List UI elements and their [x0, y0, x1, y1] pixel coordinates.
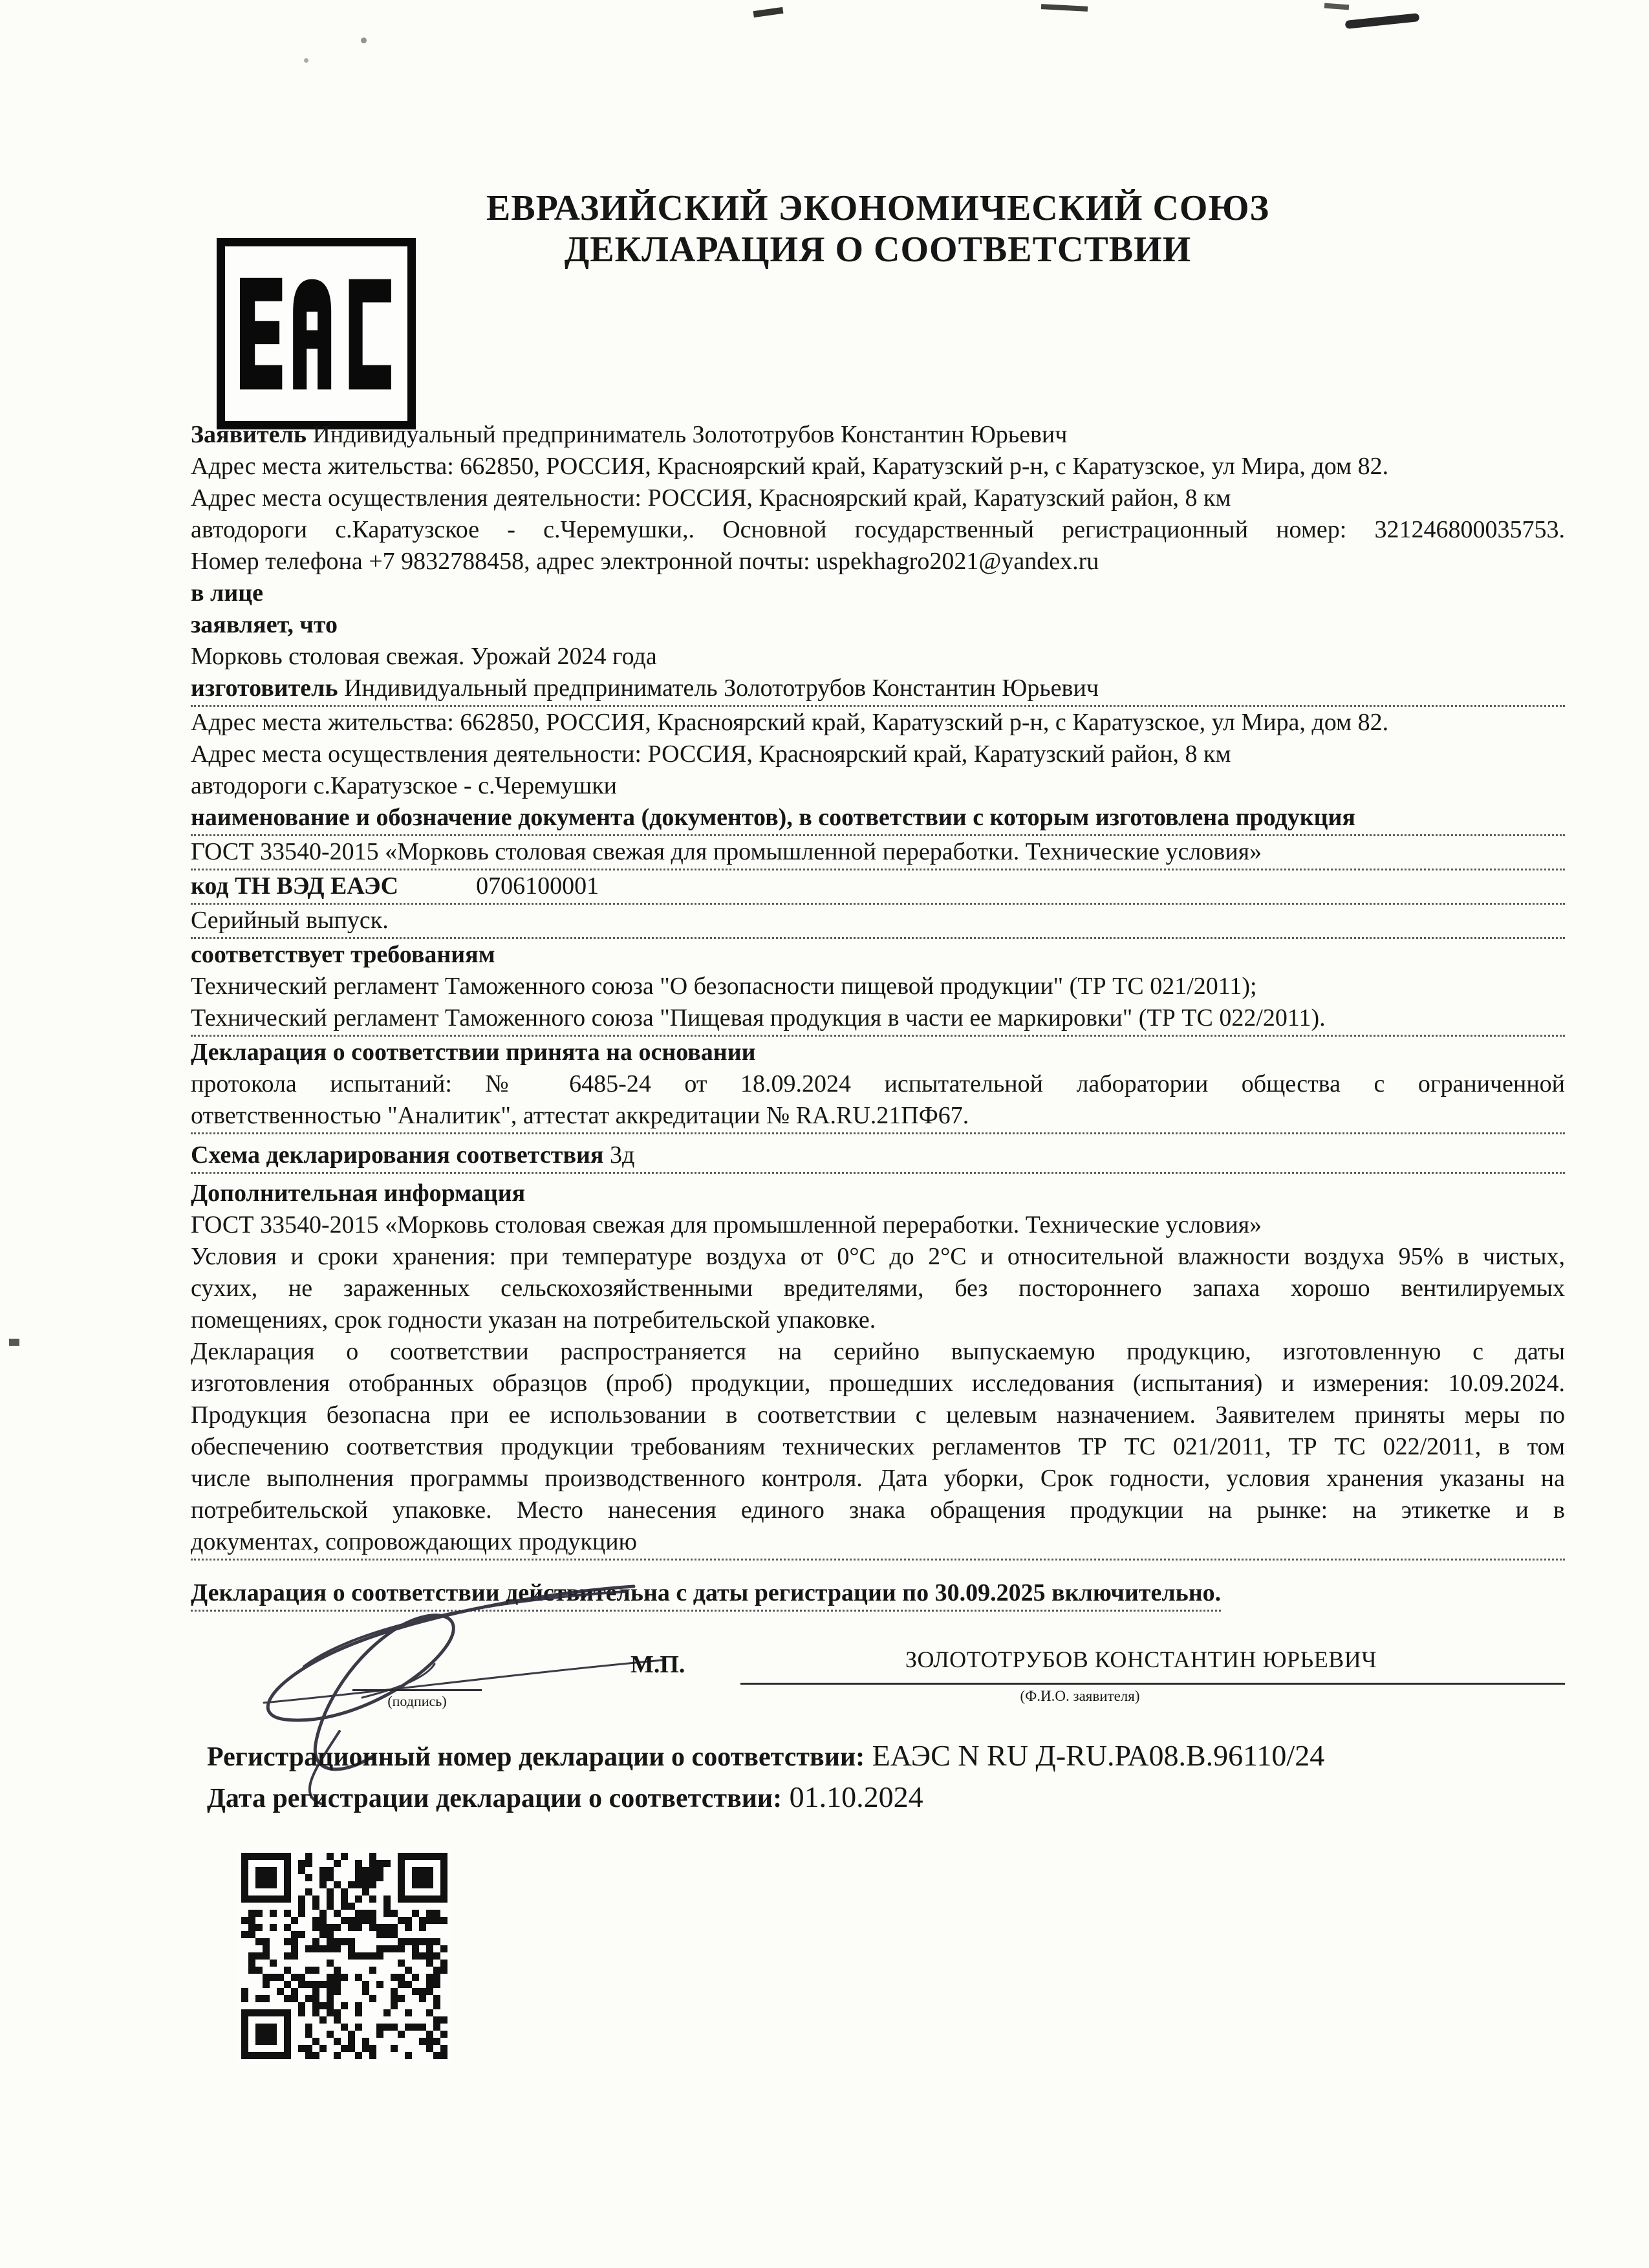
document-line-segment: ГОСТ 33540-2015 «Морковь столовая свежая для промышленной переработки. Технические условия»	[191, 1211, 1262, 1238]
document-line-segment: изготовитель	[191, 675, 345, 702]
scan-artifact	[361, 38, 367, 43]
applicant-name-line	[740, 1683, 1565, 1685]
document-line	[191, 1209, 1565, 1241]
document-line-segment: изготовления отобранных образцов (проб) продукции, прошедших исследования (испытания) и измерения: 10.09.2024.	[191, 1370, 1565, 1397]
document-line	[191, 1399, 1565, 1431]
document-line	[191, 419, 1565, 451]
title-line-union: ЕВРАЗИЙСКИЙ ЭКОНОМИЧЕСКИЙ СОЮЗ	[486, 188, 1270, 228]
document-line	[191, 1139, 1565, 1174]
document-line-segment: Технический регламент Таможенного союза "О безопасности пищевой продукции" (ТР ТС 021/2011);	[191, 973, 1257, 1000]
document-line-segment: Адрес места жительства: 662850, РОССИЯ, Красноярский край, Каратузский р-н, с Каратузское, ул Мира, дом 82.	[191, 453, 1389, 480]
document-line	[191, 1336, 1565, 1368]
document-line-segment: код ТН ВЭД ЕАЭС	[191, 872, 399, 900]
document-line-segment: 0706100001	[476, 872, 599, 900]
registration-date-value: 01.10.2024	[782, 1780, 923, 1813]
document-line-segment: Серийный выпуск.	[191, 907, 389, 934]
document-line-segment: Индивидуальный предприниматель Золототрубов Константин Юрьевич	[312, 421, 1068, 448]
document-line	[191, 673, 1565, 707]
scan-artifact	[304, 58, 308, 63]
document-line-segment: Декларация о соответствии действительна с даты регистрации по 30.09.2025 включительно.	[191, 1579, 1221, 1612]
document-line-segment: числе выполнения программы производственного контроля. Дата уборки, Срок годности, условия хранения указаны на	[191, 1465, 1565, 1492]
document-line-segment: ответственностью "Аналитик", аттестат аккредитации № RA.RU.21ПФ67.	[191, 1102, 969, 1129]
document-line-segment: Схема декларирования соответствия	[191, 1141, 610, 1169]
applicant-name: ЗОЛОТОТРУБОВ КОНСТАНТИН ЮРЬЕВИЧ	[905, 1647, 1377, 1672]
title-line-declaration: ДЕКЛАРАЦИЯ О СООТВЕТСТВИИ	[564, 230, 1192, 270]
registration-date-label: Дата регистрации декларации о соответствии:	[207, 1784, 782, 1813]
registration-number-label: Регистрационный номер декларации о соответствии:	[207, 1742, 865, 1772]
document-line	[191, 939, 1565, 971]
document-line	[191, 971, 1565, 1002]
document-line	[191, 1431, 1565, 1463]
document-line-segment: автодороги с.Каратузское - с.Черемушки	[191, 772, 617, 799]
signature-caption: (подпись)	[387, 1693, 447, 1709]
document-line-segment: Декларация о соответствии распространяется на серийно выпускаемую продукцию, изготовленную с даты	[191, 1338, 1565, 1365]
applicant-name-caption: (Ф.И.О. заявителя)	[1020, 1688, 1140, 1704]
document-line	[191, 870, 1565, 905]
document-line-segment: помещениях, срок годности указан на потребительской упаковке.	[191, 1306, 876, 1334]
document-line	[191, 1463, 1565, 1495]
document-line-segment: Продукция безопасна при ее использовании в соответствии с целевым назначением. Заявителем приняты меры по	[191, 1401, 1565, 1429]
document-line	[191, 1002, 1565, 1037]
document-line-segment: соответствует требованиям	[191, 941, 495, 968]
document-line-segment: Адрес места осуществления деятельности: РОССИЯ, Красноярский край, Каратузский район, 8 км	[191, 740, 1231, 768]
document-line	[191, 770, 1565, 802]
registration-number-value: ЕАЭС N RU Д-RU.РА08.В.96110/24	[865, 1739, 1325, 1772]
document-line	[191, 1495, 1565, 1526]
document-line	[191, 1241, 1565, 1273]
document-line	[191, 641, 1565, 673]
scan-artifact	[1041, 4, 1088, 12]
qr-code-svg	[237, 1848, 452, 2064]
document-line-segment: Номер телефона +7 9832788458, адрес электронной почты: uspekhagro2021@yandex.ru	[191, 548, 1099, 575]
scan-artifact	[753, 7, 784, 17]
registration-date-row	[207, 1780, 923, 1814]
scan-artifact	[1324, 3, 1349, 10]
eac-logo	[217, 238, 416, 429]
document-line	[191, 482, 1565, 514]
document-line-segment: Дополнительная информация	[191, 1180, 526, 1207]
document-line	[191, 1273, 1565, 1304]
document-line-segment: Декларация о соответствии принята на основании	[191, 1039, 756, 1066]
document-line-segment: Заявитель	[191, 421, 313, 448]
document-line	[191, 514, 1565, 546]
scan-artifact	[1345, 13, 1420, 29]
scan-artifact	[9, 1339, 19, 1346]
document-line-segment: Морковь столовая свежая. Урожай 2024 года	[191, 643, 657, 670]
document-line-segment: Технический регламент Таможенного союза "Пищевая продукция в части ее маркировки" (ТР ТС 022/2011).	[191, 1004, 1326, 1031]
registration-number-row	[207, 1738, 1324, 1773]
document-line	[191, 1100, 1565, 1134]
document-body	[191, 419, 1565, 1609]
document-line	[191, 1368, 1565, 1399]
document-line	[191, 451, 1565, 482]
document-line	[191, 1304, 1565, 1336]
document-line	[191, 1068, 1565, 1100]
document-line	[191, 836, 1565, 870]
document-line-segment: Условия и сроки хранения: при температуре воздуха от 0°С до 2°С и относительной влажности воздуха 95% в чистых,	[191, 1243, 1565, 1270]
document-line-segment: потребительской упаковке. Место нанесения единого знака обращения продукции на рынке: на этикетке и в	[191, 1496, 1565, 1524]
document-line	[191, 578, 1565, 609]
qr-code	[237, 1848, 452, 2064]
document-line-segment: Адрес места осуществления деятельности: РОССИЯ, Красноярский край, Каратузский район, 8 км	[191, 484, 1231, 512]
document-line	[191, 546, 1565, 578]
document-line-segment: ГОСТ 33540-2015 «Морковь столовая свежая для промышленной переработки. Технические условия»	[191, 838, 1262, 865]
document-line-segment: 3д	[609, 1141, 635, 1169]
document-line-segment: заявляет, что	[191, 611, 338, 638]
document-line-segment: протокола испытаний: № 6485-24 от 18.09.2024 испытательной лаборатории общества с ограниченной	[191, 1070, 1565, 1097]
document-line-segment: наименование и обозначение документа (документов), в соответствии с которым изготовлена продукция	[191, 804, 1355, 831]
eac-logo-letters	[240, 277, 393, 391]
document-line	[191, 739, 1565, 770]
document-line	[191, 905, 1565, 939]
document-line	[191, 1037, 1565, 1068]
signature-line	[352, 1689, 482, 1691]
document-line-segment: Индивидуальный предприниматель Золототрубов Константин Юрьевич	[344, 675, 1099, 702]
document-line-segment: обеспечению соответствия продукции требованиям технических регламентов ТР ТС 021/2011, ТР ТС 022/2011, в том	[191, 1433, 1565, 1460]
document-line	[191, 707, 1565, 739]
document-line	[191, 609, 1565, 641]
document-line-segment: сухих, не зараженных сельскохозяйственными вредителями, без постороннего запаха хорошо вентилируемых	[191, 1275, 1565, 1302]
document-line	[191, 802, 1565, 836]
document-line-segment: документах, сопровождающих продукцию	[191, 1528, 637, 1555]
document-line-segment: Адрес места жительства: 662850, РОССИЯ, Красноярский край, Каратузский р-н, с Каратузское, ул Мира, дом 82.	[191, 709, 1389, 736]
document-line-segment: в лице	[191, 579, 263, 607]
document-line-segment: автодороги с.Каратузское - с.Черемушки,. Основной государственный регистрационный номер: 321246800035753.	[191, 516, 1565, 543]
stamp-place-label: М.П.	[630, 1651, 685, 1678]
document-line	[191, 1178, 1565, 1209]
